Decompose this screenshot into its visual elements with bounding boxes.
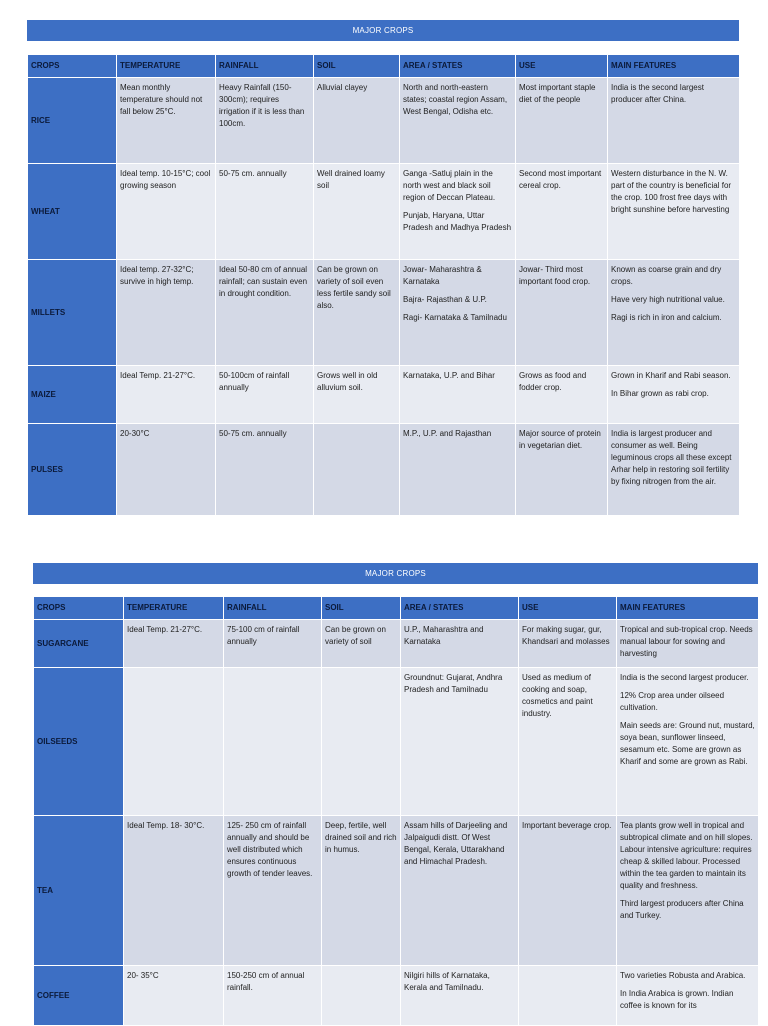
soil-cell	[314, 78, 400, 164]
cell-text: Main seeds are: Ground nut, mustard, soya bean, sunflower linseed, sesamum etc. Some are grown as Kharif and some are grown as Rabi.	[620, 721, 755, 766]
cell-text: Third largest producers after China and Turkey.	[620, 899, 744, 920]
features-cell	[608, 424, 740, 516]
cell-text: 75-100 cm of rainfall annually	[227, 625, 300, 646]
column-header: MAIN FEATURES	[608, 55, 740, 78]
area-cell	[400, 260, 516, 366]
cell-text: 50-75 cm. annually	[219, 169, 287, 178]
soil-cell	[314, 366, 400, 424]
cell-text: Nilgiri hills of Karnataka, Kerala and Tamilnadu.	[404, 971, 490, 992]
temperature-cell	[117, 78, 216, 164]
cell-text: 20- 35°C	[127, 971, 159, 980]
temperature-cell	[124, 620, 224, 668]
cell-text: Alluvial clayey	[317, 83, 368, 92]
cell-text: Ideal Temp. 18- 30°C.	[127, 821, 205, 830]
cell-text: Groundnut: Gujarat, Andhra Pradesh and Tamilnadu	[404, 673, 503, 694]
features-cell	[617, 966, 759, 1026]
area-cell	[401, 620, 519, 668]
column-header: CROPS	[28, 55, 117, 78]
cell-text: Ideal Temp. 21-27°C.	[127, 625, 203, 634]
rainfall-cell	[216, 260, 314, 366]
rainfall-cell	[216, 164, 314, 260]
cell-text: Ganga -Satluj plain in the north west and black soil region of Deccan Plateau.	[403, 169, 496, 202]
use-cell	[519, 966, 617, 1026]
temperature-cell	[117, 424, 216, 516]
column-header: USE	[516, 55, 608, 78]
use-cell	[519, 816, 617, 966]
features-cell	[608, 260, 740, 366]
use-cell	[516, 164, 608, 260]
use-cell	[516, 78, 608, 164]
cell-text: Ragi- Karnataka & Tamilnadu	[403, 313, 507, 322]
crop-name: RICE	[28, 78, 117, 164]
column-header: CROPS	[34, 597, 124, 620]
cell-text: Second most important cereal crop.	[519, 169, 602, 190]
cell-text: M.P., U.P. and Rajasthan	[403, 429, 492, 438]
cell-text: 150-250 cm of annual rainfall.	[227, 971, 305, 992]
crop-name: PULSES	[28, 424, 117, 516]
use-cell	[519, 668, 617, 816]
crops-sheet-1	[27, 20, 739, 516]
area-cell	[400, 164, 516, 260]
temperature-cell	[117, 366, 216, 424]
cell-text: Ragi is rich in iron and calcium.	[611, 313, 722, 322]
soil-cell	[322, 966, 401, 1026]
cell-text: Ideal temp. 10-15°C; cool growing season	[120, 169, 211, 190]
cell-text: Most important staple diet of the people	[519, 83, 596, 104]
cell-text: Jowar- Maharashtra & Karnataka	[403, 265, 482, 286]
cell-text: 20-30°C	[120, 429, 150, 438]
column-header: AREA / STATES	[400, 55, 516, 78]
cell-text: Jowar- Third most important food crop.	[519, 265, 591, 286]
crop-row-pulses	[28, 424, 740, 516]
soil-cell	[314, 260, 400, 366]
crop-row-tea	[34, 816, 759, 966]
area-cell	[401, 816, 519, 966]
crop-name: WHEAT	[28, 164, 117, 260]
crop-name: MILLETS	[28, 260, 117, 366]
crop-name: TEA	[34, 816, 124, 966]
column-header: TEMPERATURE	[124, 597, 224, 620]
crop-row-millets	[28, 260, 740, 366]
crop-row-rice	[28, 78, 740, 164]
features-cell	[617, 620, 759, 668]
cell-text: Punjab, Haryana, Uttar Pradesh and Madhya Pradesh	[403, 211, 512, 232]
table-2-body	[34, 620, 759, 1026]
cell-text: Ideal temp. 27-32°C; survive in high temp.	[120, 265, 194, 286]
cell-text: In India Arabica is grown. Indian coffee is known for its	[620, 989, 734, 1010]
features-cell	[617, 816, 759, 966]
column-header: RAINFALL	[216, 55, 314, 78]
table-1-body	[28, 78, 740, 516]
column-header: TEMPERATURE	[117, 55, 216, 78]
cell-text: Karnataka, U.P. and Bihar	[403, 371, 495, 380]
cell-text: Can be grown on variety of soil even less fertile sandy soil also.	[317, 265, 391, 310]
crops-table-2	[33, 596, 759, 1026]
crop-name: SUGARCANE	[34, 620, 124, 668]
cell-text: 50-100cm of rainfall annually	[219, 371, 290, 392]
cell-text: Known as coarse grain and dry crops.	[611, 265, 722, 286]
crop-row-wheat	[28, 164, 740, 260]
column-header: RAINFALL	[224, 597, 322, 620]
area-cell	[400, 366, 516, 424]
cell-text: Grown in Kharif and Rabi season.	[611, 371, 731, 380]
use-cell	[519, 620, 617, 668]
crop-row-sugarcane	[34, 620, 759, 668]
crops-table-1	[27, 54, 740, 516]
use-cell	[516, 366, 608, 424]
cell-text: Grows well in old alluvium soil.	[317, 371, 378, 392]
cell-text: Important beverage crop.	[522, 821, 612, 830]
cell-text: Tropical and sub-tropical crop. Needs manual labour for sowing and harvesting	[620, 625, 753, 658]
crop-row-coffee	[34, 966, 759, 1026]
use-cell	[516, 424, 608, 516]
cell-text: Bajra- Rajasthan & U.P.	[403, 295, 487, 304]
crop-name: OILSEEDS	[34, 668, 124, 816]
crop-row-oilseeds	[34, 668, 759, 816]
cell-text: India is largest producer and consumer as well. Being leguminous crops all these except Arhar help in restoring soil fertility by fixing nitrogen from the air.	[611, 429, 732, 486]
cell-text: Deep, fertile, well drained soil and rich in humus.	[325, 821, 397, 854]
temperature-cell	[124, 966, 224, 1026]
table-1-title: MAJOR CROPS	[27, 20, 739, 41]
crop-name: MAIZE	[28, 366, 117, 424]
use-cell	[516, 260, 608, 366]
cell-text: Have very high nutritional value.	[611, 295, 725, 304]
rainfall-cell	[224, 816, 322, 966]
area-cell	[400, 78, 516, 164]
cell-text: Two varieties Robusta and Arabica.	[620, 971, 746, 980]
area-cell	[401, 966, 519, 1026]
cell-text: Assam hills of Darjeeling and Jalpaigudi distt. Of West Bengal, Kerala, Uttarakhand and Himachal Pradesh.	[404, 821, 508, 866]
cell-text: 125- 250 cm of rainfall annually and should be well distributed which ensures continuous growth of tender leaves.	[227, 821, 313, 878]
temperature-cell	[124, 668, 224, 816]
cell-text: Heavy Rainfall (150-300cm); requires irrigation if it is less than 100cm.	[219, 83, 305, 128]
cell-text: Used as medium of cooking and soap, cosmetics and paint industry.	[522, 673, 593, 718]
cell-text: India is the second largest producer.	[620, 673, 749, 682]
rainfall-cell	[216, 78, 314, 164]
features-cell	[617, 668, 759, 816]
soil-cell	[314, 424, 400, 516]
cell-text: Well drained loamy soil	[317, 169, 385, 190]
cell-text: India is the second largest producer after China.	[611, 83, 704, 104]
soil-cell	[322, 816, 401, 966]
crop-name: COFFEE	[34, 966, 124, 1026]
cell-text: Tea plants grow well in tropical and subtropical climate and on hill slopes. Labour intensive agriculture: requires cheap & skilled labour. Processed within the tea garden to maintain its quality and freshness.	[620, 821, 753, 890]
cell-text: Can be grown on variety of soil	[325, 625, 386, 646]
cell-text: Mean monthly temperature should not fall below 25°C.	[120, 83, 203, 116]
features-cell	[608, 164, 740, 260]
table-2-title: MAJOR CROPS	[33, 563, 758, 584]
temperature-cell	[124, 816, 224, 966]
cell-text: For making sugar, gur, Khandsari and molasses	[522, 625, 610, 646]
cell-text: U.P., Maharashtra and Karnataka	[404, 625, 484, 646]
column-header: SOIL	[314, 55, 400, 78]
cell-text: Western disturbance in the N. W. part of the country is beneficial for the crop. 100 frost free days with bright sunshine before harvesting	[611, 169, 732, 214]
rainfall-cell	[224, 966, 322, 1026]
rainfall-cell	[216, 366, 314, 424]
cell-text: Ideal Temp. 21-27°C.	[120, 371, 196, 380]
cell-text: Ideal 50-80 cm of annual rainfall; can sustain even in drought condition.	[219, 265, 308, 298]
column-header: SOIL	[322, 597, 401, 620]
rainfall-cell	[224, 620, 322, 668]
table-1-header-row	[28, 55, 740, 78]
column-header: AREA / STATES	[401, 597, 519, 620]
cell-text: 12% Crop area under oilseed cultivation.	[620, 691, 725, 712]
cell-text: Grows as food and fodder crop.	[519, 371, 587, 392]
temperature-cell	[117, 260, 216, 366]
crop-row-maize	[28, 366, 740, 424]
column-header: USE	[519, 597, 617, 620]
rainfall-cell	[224, 668, 322, 816]
area-cell	[400, 424, 516, 516]
features-cell	[608, 78, 740, 164]
column-header: MAIN FEATURES	[617, 597, 759, 620]
cell-text: North and north-eastern states; coastal region Assam, West Bengal, Odisha etc.	[403, 83, 508, 116]
soil-cell	[314, 164, 400, 260]
crops-sheet-2	[33, 563, 758, 1026]
cell-text: Major source of protein in vegetarian diet.	[519, 429, 601, 450]
cell-text: 50-75 cm. annually	[219, 429, 287, 438]
soil-cell	[322, 620, 401, 668]
soil-cell	[322, 668, 401, 816]
features-cell	[608, 366, 740, 424]
table-2-header-row	[34, 597, 759, 620]
rainfall-cell	[216, 424, 314, 516]
area-cell	[401, 668, 519, 816]
temperature-cell	[117, 164, 216, 260]
cell-text: In Bihar grown as rabi crop.	[611, 389, 709, 398]
